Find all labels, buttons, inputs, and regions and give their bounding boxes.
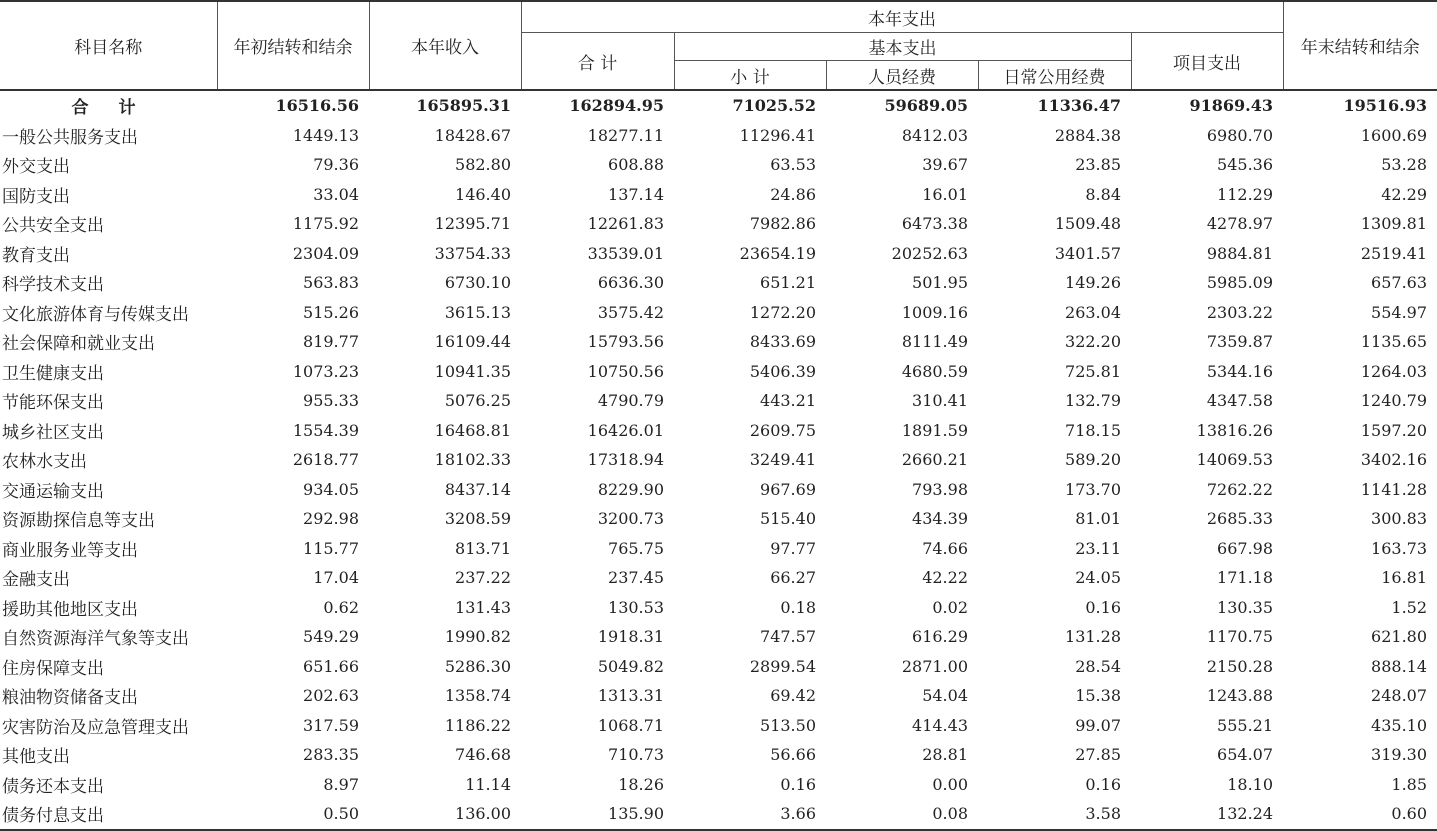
cell-closing-balance: 19516.93 <box>1343 96 1428 116</box>
row-subject-name: 科学技术支出 <box>2 275 104 296</box>
cell-public-cost: 718.15 <box>1065 420 1121 440</box>
cell-opening-balance: 1175.92 <box>292 214 359 234</box>
cell-project-expenditure: 91869.43 <box>1189 96 1274 116</box>
cell-personnel-cost: 793.98 <box>912 479 968 499</box>
cell-income: 8437.14 <box>444 479 511 499</box>
table-row <box>0 593 1437 623</box>
table-row <box>0 445 1437 475</box>
cell-income: 3615.13 <box>444 302 511 322</box>
cell-opening-balance: 16516.56 <box>275 96 359 116</box>
cell-opening-balance: 115.77 <box>303 538 359 558</box>
row-subject-name: 社会保障和就业支出 <box>2 334 155 355</box>
cell-expenditure-total: 15793.56 <box>587 332 664 352</box>
cell-expenditure-total: 135.90 <box>521 799 674 830</box>
table-row <box>0 357 1437 387</box>
row-subject-name: 债务还本支出 <box>2 776 104 797</box>
row-subject-name: 节能环保支出 <box>2 393 104 414</box>
cell-personnel-cost: 501.95 <box>912 273 968 293</box>
row-subject-name: 住房保障支出 <box>2 658 104 679</box>
cell-public-cost: 81.01 <box>1075 509 1121 529</box>
cell-income: 16468.81 <box>434 420 511 440</box>
cell-public-cost: 8.84 <box>1085 184 1121 204</box>
cell-project-expenditure: 112.29 <box>1217 184 1274 204</box>
cell-project-expenditure: 545.36 <box>1217 155 1274 175</box>
cell-opening-balance: 819.77 <box>303 332 359 352</box>
cell-opening-balance: 2304.09 <box>292 243 359 263</box>
cell-closing-balance: 554.97 <box>1371 302 1428 322</box>
cell-personnel-cost: 6473.38 <box>901 214 968 234</box>
cell-personnel-cost: 2660.21 <box>901 450 968 470</box>
cell-opening-balance: 292.98 <box>303 509 359 529</box>
cell-opening-balance: 1073.23 <box>292 361 359 381</box>
row-subject-name: 教育支出 <box>2 245 70 266</box>
cell-project-expenditure: 5985.09 <box>1206 273 1274 293</box>
cell-public-cost: 2884.38 <box>1054 125 1121 145</box>
cell-closing-balance: 1141.28 <box>1360 479 1428 499</box>
table-row <box>0 652 1437 682</box>
table-row <box>0 239 1437 269</box>
cell-expenditure-total: 765.75 <box>608 538 664 558</box>
cell-personnel-cost: 2871.00 <box>901 656 968 676</box>
cell-closing-balance: 16.81 <box>1381 568 1428 588</box>
cell-basic-subtotal: 1272.20 <box>749 302 816 322</box>
cell-project-expenditure: 4347.58 <box>1206 391 1274 411</box>
cell-income: 146.40 <box>455 184 511 204</box>
cell-public-cost: 3401.57 <box>1054 243 1121 263</box>
cell-expenditure-total: 8229.90 <box>597 479 664 499</box>
table-row <box>0 209 1437 239</box>
cell-closing-balance: 1.52 <box>1391 597 1428 617</box>
cell-expenditure-total: 33539.01 <box>587 243 664 263</box>
cell-closing-balance: 1.85 <box>1391 774 1428 794</box>
cell-closing-balance: 657.63 <box>1371 273 1428 293</box>
cell-project-expenditure: 2150.28 <box>1206 656 1274 676</box>
table-row <box>0 770 1437 800</box>
cell-public-cost: 28.54 <box>1075 656 1121 676</box>
cell-public-cost: 132.79 <box>1065 391 1121 411</box>
cell-income: 237.22 <box>455 568 511 588</box>
cell-expenditure-total: 17318.94 <box>587 450 664 470</box>
row-subject-name: 一般公共服务支出 <box>2 127 138 148</box>
cell-expenditure-total: 3200.73 <box>597 509 664 529</box>
cell-expenditure-total: 137.14 <box>608 184 664 204</box>
cell-opening-balance: 17.04 <box>313 568 359 588</box>
cell-income: 5076.25 <box>444 391 511 411</box>
row-subject-name: 粮油物资储备支出 <box>2 688 138 709</box>
header-closing-balance: 年末结转和结余 <box>1283 1 1437 90</box>
cell-basic-subtotal: 2609.75 <box>749 420 816 440</box>
cell-closing-balance: 1600.69 <box>1360 125 1428 145</box>
cell-expenditure-total: 4790.79 <box>597 391 664 411</box>
cell-project-expenditure: 1243.88 <box>1206 686 1274 706</box>
cell-closing-balance: 435.10 <box>1371 715 1428 735</box>
cell-expenditure-total: 6636.30 <box>597 273 664 293</box>
cell-project-expenditure: 18.10 <box>1227 774 1274 794</box>
cell-project-expenditure: 6980.70 <box>1206 125 1274 145</box>
cell-basic-subtotal: 11296.41 <box>739 125 816 145</box>
cell-expenditure-total: 1313.31 <box>597 686 664 706</box>
cell-public-cost: 725.81 <box>1065 361 1121 381</box>
cell-public-cost: 3.58 <box>978 799 1131 830</box>
row-subject-name: 交通运输支出 <box>2 481 104 502</box>
cell-opening-balance: 2618.77 <box>292 450 359 470</box>
cell-closing-balance: 1135.65 <box>1360 332 1428 352</box>
row-subject-name: 自然资源海洋气象等支出 <box>2 629 189 650</box>
cell-income: 10941.35 <box>434 361 511 381</box>
cell-personnel-cost: 8111.49 <box>901 332 968 352</box>
cell-public-cost: 1509.48 <box>1054 214 1121 234</box>
cell-personnel-cost: 0.00 <box>932 774 968 794</box>
cell-opening-balance: 79.36 <box>313 155 359 175</box>
cell-basic-subtotal: 967.69 <box>760 479 816 499</box>
header-basic-expenditure: 基本支出 <box>674 33 1131 61</box>
row-subject-name: 公共安全支出 <box>2 216 104 237</box>
cell-basic-subtotal: 3249.41 <box>749 450 816 470</box>
header-public-cost: 日常公用经费 <box>978 61 1131 91</box>
cell-closing-balance: 1240.79 <box>1360 391 1428 411</box>
cell-closing-balance: 621.80 <box>1371 627 1428 647</box>
cell-opening-balance: 563.83 <box>303 273 359 293</box>
cell-public-cost: 149.26 <box>1065 273 1121 293</box>
cell-personnel-cost: 42.22 <box>922 568 968 588</box>
cell-closing-balance: 319.30 <box>1371 745 1428 765</box>
table-row <box>0 622 1437 652</box>
cell-public-cost: 27.85 <box>1075 745 1121 765</box>
cell-income: 1186.22 <box>444 715 511 735</box>
cell-closing-balance: 3402.16 <box>1360 450 1428 470</box>
table-row <box>0 534 1437 564</box>
cell-project-expenditure: 2685.33 <box>1206 509 1274 529</box>
cell-personnel-cost: 16.01 <box>922 184 968 204</box>
cell-opening-balance: 955.33 <box>303 391 359 411</box>
cell-project-expenditure: 2303.22 <box>1206 302 1274 322</box>
cell-personnel-cost: 74.66 <box>922 538 968 558</box>
cell-public-cost: 0.16 <box>1085 774 1121 794</box>
header-personnel-cost: 人员经费 <box>826 61 978 91</box>
cell-personnel-cost: 310.41 <box>912 391 968 411</box>
table-row <box>0 681 1437 711</box>
cell-project-expenditure: 555.21 <box>1217 715 1274 735</box>
cell-opening-balance: 0.62 <box>323 597 359 617</box>
cell-basic-subtotal: 651.21 <box>760 273 816 293</box>
cell-basic-subtotal: 8433.69 <box>749 332 816 352</box>
table-row <box>0 416 1437 446</box>
cell-income: 5286.30 <box>444 656 511 676</box>
cell-income: 131.43 <box>455 597 511 617</box>
cell-expenditure-total: 130.53 <box>608 597 664 617</box>
header-expenditure: 本年支出 <box>521 1 1283 33</box>
cell-public-cost: 263.04 <box>1065 302 1121 322</box>
cell-public-cost: 24.05 <box>1075 568 1121 588</box>
cell-income: 746.68 <box>455 745 511 765</box>
cell-project-expenditure: 13816.26 <box>1196 420 1274 440</box>
cell-basic-subtotal: 513.50 <box>760 715 816 735</box>
row-subject-name: 资源勘探信息等支出 <box>2 511 155 532</box>
cell-public-cost: 589.20 <box>1065 450 1121 470</box>
table-row <box>0 475 1437 505</box>
cell-expenditure-total: 1068.71 <box>597 715 664 735</box>
cell-personnel-cost: 8412.03 <box>901 125 968 145</box>
cell-project-expenditure: 654.07 <box>1217 745 1274 765</box>
row-subject-name: 国防支出 <box>2 186 70 207</box>
cell-opening-balance: 317.59 <box>303 715 359 735</box>
header-subtotal: 小 计 <box>674 61 826 91</box>
header-expenditure-total: 合 计 <box>521 33 674 91</box>
cell-personnel-cost: 39.67 <box>922 155 968 175</box>
cell-project-expenditure: 132.24 <box>1131 799 1283 830</box>
table-row <box>0 268 1437 298</box>
row-subject-name: 农林水支出 <box>2 452 87 473</box>
cell-personnel-cost: 434.39 <box>912 509 968 529</box>
cell-opening-balance: 515.26 <box>303 302 359 322</box>
cell-income: 1990.82 <box>444 627 511 647</box>
cell-closing-balance: 0.60 <box>1283 799 1437 830</box>
cell-closing-balance: 300.83 <box>1371 509 1428 529</box>
cell-expenditure-total: 1918.31 <box>597 627 664 647</box>
table-row <box>0 386 1437 416</box>
row-subject-name: 其他支出 <box>2 747 70 768</box>
cell-project-expenditure: 4278.97 <box>1206 214 1274 234</box>
cell-income: 18428.67 <box>434 125 511 145</box>
cell-basic-subtotal: 63.53 <box>770 155 816 175</box>
cell-closing-balance: 1597.20 <box>1360 420 1428 440</box>
cell-public-cost: 131.28 <box>1065 627 1121 647</box>
cell-closing-balance: 888.14 <box>1371 656 1428 676</box>
cell-income: 3208.59 <box>444 509 511 529</box>
cell-project-expenditure: 7359.87 <box>1206 332 1274 352</box>
cell-expenditure-total: 162894.95 <box>569 96 664 116</box>
cell-personnel-cost: 54.04 <box>922 686 968 706</box>
cell-personnel-cost: 4680.59 <box>901 361 968 381</box>
cell-public-cost: 0.16 <box>1085 597 1121 617</box>
row-subject-name: 文化旅游体育与传媒支出 <box>2 304 189 325</box>
cell-public-cost: 173.70 <box>1065 479 1121 499</box>
cell-basic-subtotal: 56.66 <box>770 745 816 765</box>
cell-basic-subtotal: 515.40 <box>760 509 816 529</box>
cell-expenditure-total: 12261.83 <box>587 214 664 234</box>
cell-project-expenditure: 130.35 <box>1217 597 1274 617</box>
cell-expenditure-total: 237.45 <box>608 568 664 588</box>
cell-basic-subtotal: 69.42 <box>770 686 816 706</box>
cell-opening-balance: 651.66 <box>303 656 359 676</box>
cell-expenditure-total: 18.26 <box>618 774 664 794</box>
table-row <box>0 740 1437 770</box>
cell-personnel-cost: 0.02 <box>932 597 968 617</box>
cell-opening-balance: 202.63 <box>303 686 359 706</box>
header-subject: 科目名称 <box>0 1 217 90</box>
row-subject-name: 援助其他地区支出 <box>2 599 138 620</box>
cell-project-expenditure: 7262.22 <box>1206 479 1274 499</box>
cell-opening-balance: 1449.13 <box>292 125 359 145</box>
cell-basic-subtotal: 24.86 <box>770 184 816 204</box>
cell-project-expenditure: 1170.75 <box>1206 627 1274 647</box>
cell-project-expenditure: 667.98 <box>1217 538 1274 558</box>
cell-income: 136.00 <box>369 799 521 830</box>
cell-income: 12395.71 <box>434 214 511 234</box>
cell-opening-balance: 8.97 <box>323 774 359 794</box>
cell-project-expenditure: 171.18 <box>1217 568 1274 588</box>
cell-personnel-cost: 59689.05 <box>884 96 968 116</box>
cell-income: 582.80 <box>455 155 511 175</box>
cell-closing-balance: 1309.81 <box>1360 214 1428 234</box>
row-subject-name: 债务付息支出 <box>0 799 217 830</box>
cell-opening-balance: 283.35 <box>303 745 359 765</box>
row-subject-name: 卫生健康支出 <box>2 363 104 384</box>
cell-basic-subtotal: 7982.86 <box>749 214 816 234</box>
header-income: 本年收入 <box>369 1 521 90</box>
cell-opening-balance: 1554.39 <box>292 420 359 440</box>
cell-expenditure-total: 608.88 <box>608 155 664 175</box>
row-subject-name: 城乡社区支出 <box>2 422 104 443</box>
table-row <box>0 799 1437 830</box>
table-body <box>0 90 1437 830</box>
cell-basic-subtotal: 3.66 <box>674 799 826 830</box>
cell-personnel-cost: 1891.59 <box>901 420 968 440</box>
cell-opening-balance: 934.05 <box>303 479 359 499</box>
cell-expenditure-total: 3575.42 <box>597 302 664 322</box>
header-opening-balance: 年初结转和结余 <box>217 1 369 90</box>
cell-expenditure-total: 10750.56 <box>587 361 664 381</box>
cell-basic-subtotal: 0.18 <box>780 597 816 617</box>
cell-expenditure-total: 16426.01 <box>587 420 664 440</box>
cell-project-expenditure: 9884.81 <box>1206 243 1274 263</box>
table-header <box>0 1 1437 90</box>
cell-income: 18102.33 <box>434 450 511 470</box>
cell-public-cost: 23.85 <box>1075 155 1121 175</box>
cell-closing-balance: 2519.41 <box>1360 243 1428 263</box>
cell-closing-balance: 42.29 <box>1381 184 1428 204</box>
row-subject-name: 合 计 <box>71 98 148 119</box>
cell-public-cost: 99.07 <box>1075 715 1121 735</box>
cell-public-cost: 11336.47 <box>1037 96 1121 116</box>
cell-income: 813.71 <box>455 538 511 558</box>
cell-closing-balance: 53.28 <box>1381 155 1428 175</box>
row-subject-name: 金融支出 <box>2 570 70 591</box>
cell-basic-subtotal: 5406.39 <box>749 361 816 381</box>
cell-closing-balance: 163.73 <box>1371 538 1428 558</box>
header-project-expenditure: 项目支出 <box>1131 33 1283 91</box>
table-row <box>0 298 1437 328</box>
total-row <box>0 90 1437 121</box>
cell-project-expenditure: 14069.53 <box>1196 450 1274 470</box>
cell-opening-balance: 549.29 <box>303 627 359 647</box>
table-row <box>0 121 1437 151</box>
cell-income: 11.14 <box>465 774 511 794</box>
cell-basic-subtotal: 71025.52 <box>732 96 816 116</box>
cell-basic-subtotal: 747.57 <box>760 627 816 647</box>
cell-expenditure-total: 710.73 <box>608 745 664 765</box>
cell-public-cost: 23.11 <box>1075 538 1121 558</box>
table-row <box>0 180 1437 210</box>
row-subject-name: 外交支出 <box>2 157 70 178</box>
cell-closing-balance: 1264.03 <box>1360 361 1428 381</box>
cell-personnel-cost: 414.43 <box>912 715 968 735</box>
table-row <box>0 150 1437 180</box>
table-row <box>0 504 1437 534</box>
cell-public-cost: 15.38 <box>1075 686 1121 706</box>
cell-basic-subtotal: 2899.54 <box>749 656 816 676</box>
cell-basic-subtotal: 66.27 <box>770 568 816 588</box>
cell-opening-balance: 33.04 <box>313 184 359 204</box>
cell-personnel-cost: 0.08 <box>826 799 978 830</box>
table-row <box>0 711 1437 741</box>
cell-basic-subtotal: 0.16 <box>780 774 816 794</box>
cell-personnel-cost: 616.29 <box>912 627 968 647</box>
cell-personnel-cost: 28.81 <box>922 745 968 765</box>
cell-basic-subtotal: 97.77 <box>770 538 816 558</box>
row-subject-name: 商业服务业等支出 <box>2 540 138 561</box>
cell-expenditure-total: 5049.82 <box>597 656 664 676</box>
cell-closing-balance: 248.07 <box>1371 686 1428 706</box>
cell-income: 165895.31 <box>416 96 511 116</box>
cell-income: 33754.33 <box>434 243 511 263</box>
table-row <box>0 327 1437 357</box>
cell-opening-balance: 0.50 <box>217 799 369 830</box>
cell-project-expenditure: 5344.16 <box>1206 361 1274 381</box>
row-subject-name: 灾害防治及应急管理支出 <box>2 717 189 738</box>
cell-income: 6730.10 <box>444 273 511 293</box>
cell-basic-subtotal: 443.21 <box>760 391 816 411</box>
cell-personnel-cost: 1009.16 <box>901 302 968 322</box>
cell-income: 16109.44 <box>434 332 511 352</box>
cell-income: 1358.74 <box>444 686 511 706</box>
cell-basic-subtotal: 23654.19 <box>739 243 816 263</box>
cell-public-cost: 322.20 <box>1065 332 1121 352</box>
table-row <box>0 563 1437 593</box>
cell-expenditure-total: 18277.11 <box>587 125 664 145</box>
cell-personnel-cost: 20252.63 <box>891 243 968 263</box>
